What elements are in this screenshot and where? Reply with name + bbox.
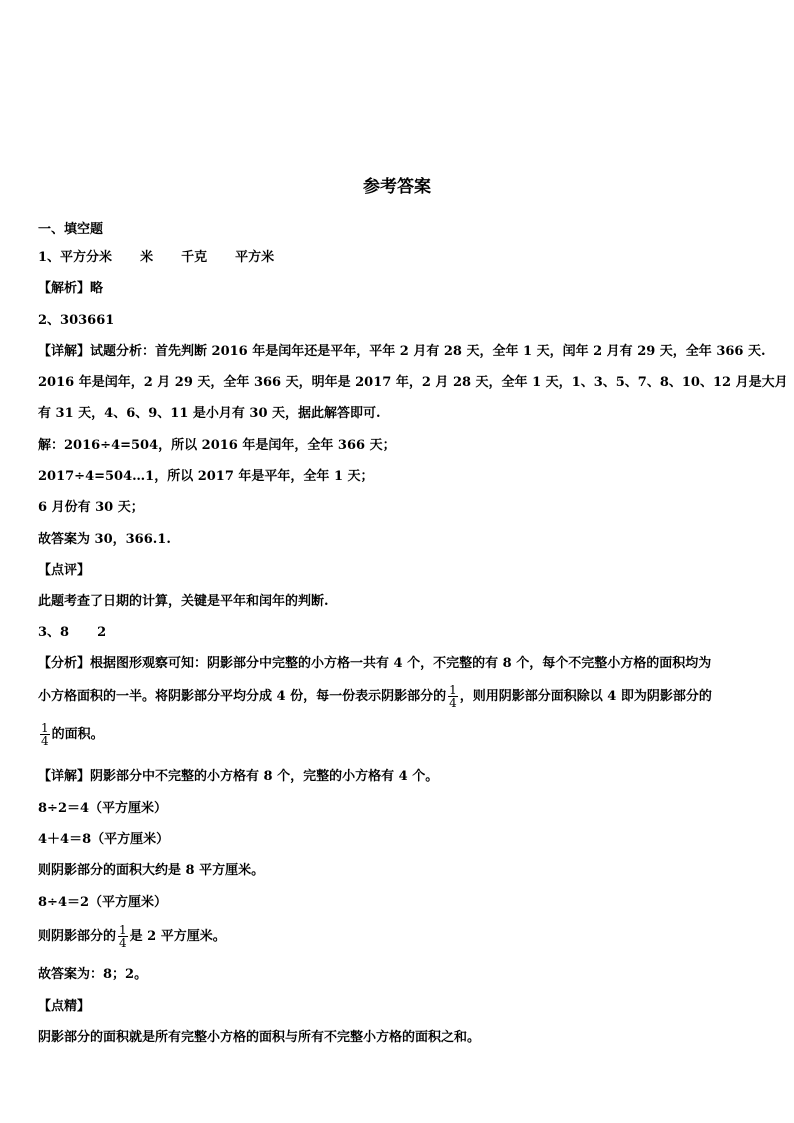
q3-analysis-text: 小方格面积的一半。将阴影部分平均分成 4 份，每一份表示阴影部分的	[38, 689, 447, 704]
q3-comment: 阴影部分的面积就是所有完整小方格的面积与所有不完整小方格的面积之和。	[38, 1030, 481, 1045]
q3-detail-line: 8÷2＝4（平方厘米）	[38, 801, 168, 816]
q2-solution-line: 故答案为 30，366.1.	[38, 532, 171, 547]
fraction-one-quarter	[118, 924, 128, 949]
fraction-denominator: 4	[119, 936, 127, 950]
q3-detail-line: 则阴影部分的面积大约是 8 平方厘米。	[38, 863, 265, 878]
q3-analysis-text: 的面积。	[51, 727, 104, 742]
fraction-one-quarter	[448, 684, 458, 709]
q3-analysis-line	[38, 684, 712, 709]
q2-solution-line: 解：2016÷4=504，所以 2016 年是闰年，全年 366 天；	[38, 438, 396, 453]
q2-detail-line: 2016 年是闰年，2 月 29 天，全年 366 天，明年是 2017 年，2 月 28 天，全年 1 天，1、3、5、7、8、10、12 月是大月	[38, 375, 788, 390]
fraction-numerator: 1	[41, 721, 49, 735]
q2-comment: 此题考查了日期的计算，关键是平年和闰年的判断.	[38, 594, 329, 609]
q3-detail-line: 8÷4＝2（平方厘米）	[38, 895, 168, 910]
q3-analysis-text: ，则用阴影部分面积除以 4 即为阴影部分的	[459, 689, 712, 704]
q1-number: 1、	[38, 250, 61, 265]
q3-detail-line: 4＋4＝8（平方厘米）	[38, 832, 170, 847]
page-title: 参考答案	[363, 177, 431, 197]
q3-number: 3、	[38, 625, 61, 640]
q3-answer	[38, 625, 106, 641]
q3-final-answer: 故答案为：8；2。	[38, 967, 148, 982]
q3-comment-heading: 【点精】	[38, 999, 91, 1014]
q3-answer-2: 2	[97, 625, 107, 640]
q2-solution-line: 2017÷4=504…1，所以 2017 年是平年，全年 1 天；	[38, 469, 374, 484]
fraction-numerator: 1	[119, 923, 127, 937]
q3-detail-line: 【详解】阴影部分中不完整的小方格有 8 个，完整的小方格有 4 个。	[38, 769, 439, 784]
fraction-numerator: 1	[449, 683, 457, 697]
q1-answer-4: 平方米	[235, 250, 275, 265]
q3-answer-1: 8	[60, 625, 70, 640]
q2-answer: 2、303661	[38, 313, 115, 328]
q2-detail-line: 有 31 天，4、6、9、11 是小月有 30 天，据此解答即可.	[38, 406, 381, 421]
fraction-denominator: 4	[41, 734, 49, 748]
q3-result-text: 则阴影部分的	[38, 929, 117, 944]
q1-answer-2: 米	[140, 250, 154, 265]
q1-answer	[38, 250, 274, 266]
fraction-one-quarter	[40, 722, 50, 747]
q2-comment-heading: 【点评】	[38, 563, 91, 578]
q3-analysis-line	[38, 722, 104, 747]
q1-analysis: 【解析】略	[38, 281, 104, 296]
section-heading: 一、填空题	[38, 222, 104, 237]
q3-result-line	[38, 924, 226, 949]
q2-solution-line: 6 月份有 30 天；	[38, 500, 144, 515]
q3-analysis-line: 【分析】根据图形观察可知：阴影部分中完整的小方格一共有 4 个，不完整的有 8 个，每个不完整小方格的面积均为	[38, 656, 712, 671]
q1-answer-1: 平方分米	[60, 250, 113, 265]
q1-answer-3: 千克	[181, 250, 208, 265]
q2-detail-line: 【详解】试题分析：首先判断 2016 年是闰年还是平年，平年 2 月有 28 天，全年 1 天，闰年 2 月有 29 天，全年 366 天.	[38, 344, 766, 359]
q3-result-text: 是 2 平方厘米。	[129, 929, 226, 944]
fraction-denominator: 4	[449, 696, 457, 710]
